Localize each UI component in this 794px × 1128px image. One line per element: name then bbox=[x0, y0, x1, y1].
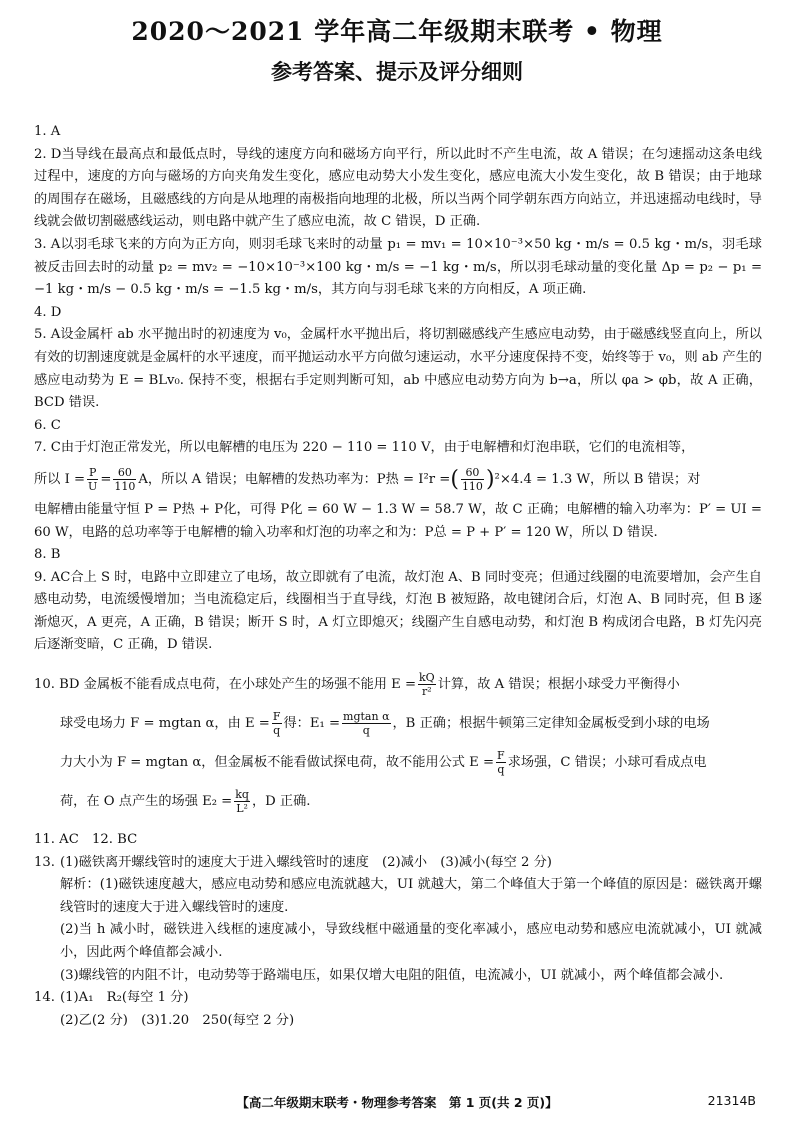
footer-text: 【高二年级期末联考・物理参考答案 第 1 页(共 2 页)】 bbox=[236, 1095, 558, 1110]
fraction-denominator: L² bbox=[236, 802, 248, 816]
answer-7-text-a: 所以 I = bbox=[34, 471, 86, 487]
fraction-denominator: 110 bbox=[114, 479, 136, 493]
answer-7-line1: 由于灯泡正常发光，所以电解槽的电压为 220 − 110 = 110 V，由于电解槽和灯泡串联，它们的电流相等， bbox=[60, 440, 695, 456]
answer-10-text-e: ，B 正确；根据牛顿第三定律知金属板受到小球的电场 bbox=[392, 716, 710, 732]
answer-body bbox=[34, 121, 762, 1032]
answer-10-text-c: 球受电场力 F = mgtan α，由 E = bbox=[60, 716, 270, 732]
answer-13-head: (1)磁铁离开螺线管时的速度大于进入螺线管时的速度 (2)减小 (3)减小(每空 2 分) bbox=[60, 854, 552, 870]
answer-7 bbox=[34, 437, 762, 460]
answer-3 bbox=[34, 234, 762, 302]
answer-7-formula-line bbox=[34, 460, 762, 499]
answer-5 bbox=[34, 324, 762, 414]
answer-13-analysis-2: (2)当 h 减小时，磁铁进入线框的速度减小，导致线框中磁通量的变化率减小，感应电动势和感应电流就减小，UI 就减小，因此两个峰值都会减小. bbox=[60, 922, 762, 961]
answer-11-12: 11. AC 12. BC bbox=[34, 832, 138, 848]
answer-5-number: 5. A bbox=[34, 327, 61, 343]
answer-10-text-d: 得：E₁ = bbox=[283, 716, 341, 732]
answer-13-analysis-3: (3)螺线管的内阻不计，电动势等于路端电压，如果仅增大电阻的阻值，电流减小，UI 就减小，两个峰值都会减小. bbox=[60, 967, 724, 983]
fraction-numerator: F bbox=[497, 749, 505, 763]
answer-4: 4. D bbox=[34, 304, 62, 320]
answer-7-rest: 电解槽由能量守恒 P = P热 + P化，可得 P化 = 60 W − 1.3 W = 58.7 W，故 C 正确；电解槽的输入功率为：P′ = UI = 60 W，电路的总功率等于电解槽的输入功率和灯泡的功率之和为：P总 = P + P′ = 120 W，所以 D 错误. bbox=[34, 501, 762, 540]
fraction-f-over-q bbox=[272, 710, 282, 737]
answer-10-line3 bbox=[34, 743, 762, 782]
answer-10-text-f: 力大小为 F = mgtan α，但金属板不能看做试探电荷，故不能用公式 E = bbox=[60, 755, 495, 771]
answer-9-text: 合上 S 时，电路中立即建立了电场，故立即就有了电流，故灯泡 A、B 同时变亮；但通过线圈的电流要增加，会产生自感电动势，电流缓慢增加；当电流稳定后，线圈相当于直导线，灯泡 B 被短路，故电键闭合后，灯泡 A、B 同时亮，但 B 逐渐熄灭，A 更亮，A 正确，B 错误；断开 S 时，A 灯立即熄灭；线圈产生自感电动势，和灯泡 B 构成闭合电路，B 灯先闪亮后逐渐变暗，C 正确，D 错误. bbox=[34, 569, 762, 653]
answer-10-number: 10. BD bbox=[34, 677, 80, 693]
footer-code: 21314B bbox=[707, 1093, 756, 1108]
fraction-p-over-u bbox=[87, 466, 98, 493]
answer-10-line1 bbox=[34, 665, 762, 704]
fraction-numerator: 60 bbox=[113, 466, 136, 480]
answer-2-number: 2. D bbox=[34, 146, 62, 162]
fraction-60-over-110-squared bbox=[461, 466, 484, 493]
page-subtitle: 参考答案、提示及评分细则 bbox=[271, 60, 523, 84]
fraction-numerator: F bbox=[272, 710, 281, 724]
fraction-numerator: 60 bbox=[461, 466, 484, 480]
fraction-numerator: kQ bbox=[419, 671, 435, 685]
fraction-numerator: mgtan α bbox=[343, 710, 390, 724]
fraction-denominator: U bbox=[88, 479, 98, 493]
answer-10-line2 bbox=[34, 704, 762, 743]
answer-10-text-h: 荷，在 O 点产生的场强 E₂ = bbox=[60, 794, 233, 810]
answer-2 bbox=[34, 144, 762, 234]
fraction-numerator: P bbox=[88, 465, 97, 479]
answer-10-text-g: 求场强，C 错误；小球可看成点电 bbox=[507, 755, 707, 771]
fraction-mgtan-over-q bbox=[342, 710, 390, 737]
answer-9-number: 9. AC bbox=[34, 569, 71, 585]
answer-2-text: 当导线在最高点和最低点时，导线的速度方向和磁场方向平行，所以此时不产生电流，故 A 错误；在匀速摇动这条电线过程中，速度的方向与磁场的方向夹角发生变化，感应电动势大小发生变化，感应电流大小发生变化，故 B 错误；由于地球的周围存在磁场，且磁感线的方向是从地理的南极指向地理的北极，所以当两个同学朝东西方向站立，并迅速摇动电线时，导线就会做切割磁感线运动，则电路中就产生了感应电流，故 C 错误，D 正确. bbox=[34, 146, 762, 230]
answer-14-part2: (2)乙(2 分) (3)1.20 250(每空 2 分) bbox=[60, 1012, 295, 1028]
fraction-kq-over-r2 bbox=[418, 671, 436, 698]
fraction-f-over-q-2 bbox=[496, 749, 506, 776]
left-paren: ( bbox=[450, 466, 459, 492]
fraction-denominator: q bbox=[362, 724, 370, 738]
answer-8: 8. B bbox=[34, 547, 61, 563]
answer-13-number: 13. bbox=[34, 854, 55, 870]
answer-3-text: 以羽毛球飞来的方向为正方向，则羽毛球飞来时的动量 p₁ = mv₁ = 10×10⁻³×50 kg・m/s = 0.5 kg・m/s，羽毛球被反击回去时的动量 p₂ = mv₂ = −10×10⁻³×100 kg・m/s = −1 kg・m/s，所以羽毛球动量的变化量 Δp = p₂ − p₁ = −1 kg・m/s − 0.5 kg・m/s = −1.5 kg・m/s，其方向与羽毛球飞来的方向相反，A 项正确. bbox=[34, 236, 762, 298]
fraction-denominator: r² bbox=[422, 685, 432, 699]
answer-10-text-i: ，D 正确. bbox=[251, 794, 311, 810]
answer-5-text: 设金属杆 ab 水平抛出时的初速度为 v₀，金属杆水平抛出后，将切割磁感线产生感应电动势，由于磁感线竖直向上，所以有效的切割速度就是金属杆的水平速度，而平抛运动水平方向做匀速运动，水平分速度保持不变，始终等于 v₀，则 ab 产生的感应电动势为 E = BLv₀. 保持不变，根据右手定则判断可知，ab 中感应电动势方向为 b→a，所以 φa > φb，故 A 正确，BCD 错误. bbox=[34, 327, 762, 411]
page-title: 2020～2021 学年高二年级期末联考 • 物理 bbox=[131, 17, 663, 46]
fraction-kq-over-l2 bbox=[234, 788, 250, 815]
fraction-denominator: 110 bbox=[461, 479, 483, 493]
answer-10-text-b: 计算，故 A 错误；根据小球受力平衡得小 bbox=[437, 677, 680, 693]
answer-9 bbox=[34, 567, 762, 657]
fraction-60-over-110 bbox=[113, 466, 136, 493]
answer-14-part1: (1)A₁ R₂(每空 1 分) bbox=[60, 990, 189, 1006]
answer-6: 6. C bbox=[34, 417, 61, 433]
answer-7-text-b: = bbox=[100, 471, 112, 487]
answer-3-number: 3. A bbox=[34, 236, 61, 252]
answer-1: 1. A bbox=[34, 124, 61, 139]
fraction-numerator: kq bbox=[235, 788, 249, 802]
answer-7-text-d: ²×4.4 = 1.3 W，所以 B 错误；对 bbox=[494, 471, 701, 487]
answer-14-number: 14. bbox=[34, 990, 55, 1006]
right-paren: ) bbox=[485, 466, 495, 492]
answer-10-text-a: 金属板不能看成点电荷，在小球处产生的场强不能用 E = bbox=[83, 677, 417, 693]
answer-13-analysis-1: 解析：(1)磁铁速度越大，感应电动势和感应电流就越大，UI 就越大，第二个峰值大于第一个峰值的原因是：磁铁离开螺线管时的速度大于进入螺线管时的速度. bbox=[60, 877, 762, 915]
fraction-denominator: q bbox=[497, 763, 505, 777]
answer-13 bbox=[34, 852, 762, 875]
answer-7-number: 7. C bbox=[34, 440, 61, 456]
answer-14 bbox=[34, 987, 762, 1010]
answer-10-line4 bbox=[34, 782, 762, 821]
answer-7-text-c: A，所以 A 错误；电解槽的发热功率为：P热 = I²r = bbox=[138, 471, 451, 487]
fraction-denominator: q bbox=[273, 724, 281, 738]
